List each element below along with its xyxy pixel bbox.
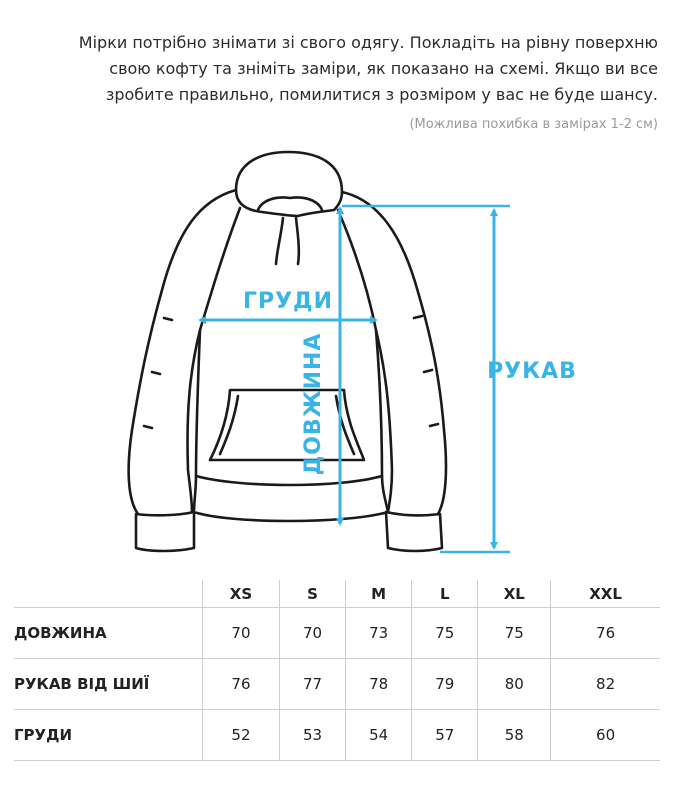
table-cell: 76 — [203, 659, 280, 710]
table-cell: 60 — [551, 710, 660, 761]
instructions-line-1: Мірки потрібно знімати зі свого одягу. Покладіть на рівну поверхню — [78, 33, 658, 52]
left-cuff — [136, 512, 194, 551]
body-left-side — [196, 330, 200, 476]
table-cell: 53 — [279, 710, 345, 761]
table-cell: 58 — [478, 710, 551, 761]
size-header-xxl: XXL — [551, 580, 660, 608]
measurement-error-note: (Можлива похибка в замірах 1-2 см) — [409, 117, 658, 132]
row-label-chest: ГРУДИ — [14, 726, 73, 744]
right-cuff — [386, 512, 442, 551]
table-cell: 80 — [478, 659, 551, 710]
chest-label: ГРУДИ — [242, 289, 334, 314]
table-cell: 52 — [203, 710, 280, 761]
size-chart-table — [14, 580, 660, 761]
sleeve-label: РУКАВ — [487, 359, 577, 384]
table-row-sleeve — [14, 659, 660, 710]
table-cell: 73 — [346, 608, 412, 659]
hoodie-diagram-svg — [0, 140, 684, 580]
right-sleeve-inner — [338, 210, 392, 512]
size-header-l: L — [412, 580, 478, 608]
table-cell: 54 — [346, 710, 412, 761]
hood — [236, 152, 342, 216]
hoodie-outline — [129, 152, 446, 551]
instructions-line-2: свою кофту та зніміть заміри, як показано на схемі. Якщо ви все — [109, 59, 658, 78]
waistband — [194, 476, 388, 521]
length-label: ДОВЖИНА — [301, 332, 326, 476]
size-header-m: M — [346, 580, 412, 608]
left-sleeve-outer — [129, 190, 236, 514]
size-header-row — [14, 580, 660, 608]
instructions-line-3: зробите правильно, помилитися з розміром у вас не буде шансу. — [105, 85, 658, 104]
table-cell: 75 — [412, 608, 478, 659]
table-cell: 57 — [412, 710, 478, 761]
table-cell: 70 — [203, 608, 280, 659]
left-sleeve-seam-marks — [144, 318, 172, 428]
size-header-s: S — [279, 580, 345, 608]
table-cell: 77 — [279, 659, 345, 710]
right-sleeve-outer — [342, 192, 446, 514]
table-cell: 76 — [551, 608, 660, 659]
right-sleeve-seam-marks — [414, 316, 438, 426]
table-row-chest — [14, 710, 660, 761]
hoodie-measurement-diagram — [0, 140, 684, 580]
drawstring-right — [296, 218, 299, 264]
table-cell: 70 — [279, 608, 345, 659]
hood-inner — [258, 198, 322, 211]
table-cell: 82 — [551, 659, 660, 710]
table-row-length — [14, 608, 660, 659]
size-header-xl: XL — [478, 580, 551, 608]
table-cell: 75 — [478, 608, 551, 659]
size-header-xs: XS — [203, 580, 280, 608]
table-cell: 78 — [346, 659, 412, 710]
row-label-sleeve: РУКАВ ВІД ШИЇ — [14, 675, 150, 693]
instructions-text — [18, 30, 658, 108]
table-cell: 79 — [412, 659, 478, 710]
header-blank-cell — [14, 580, 203, 608]
drawstring-left — [276, 218, 283, 264]
row-label-length: ДОВЖИНА — [14, 624, 107, 642]
